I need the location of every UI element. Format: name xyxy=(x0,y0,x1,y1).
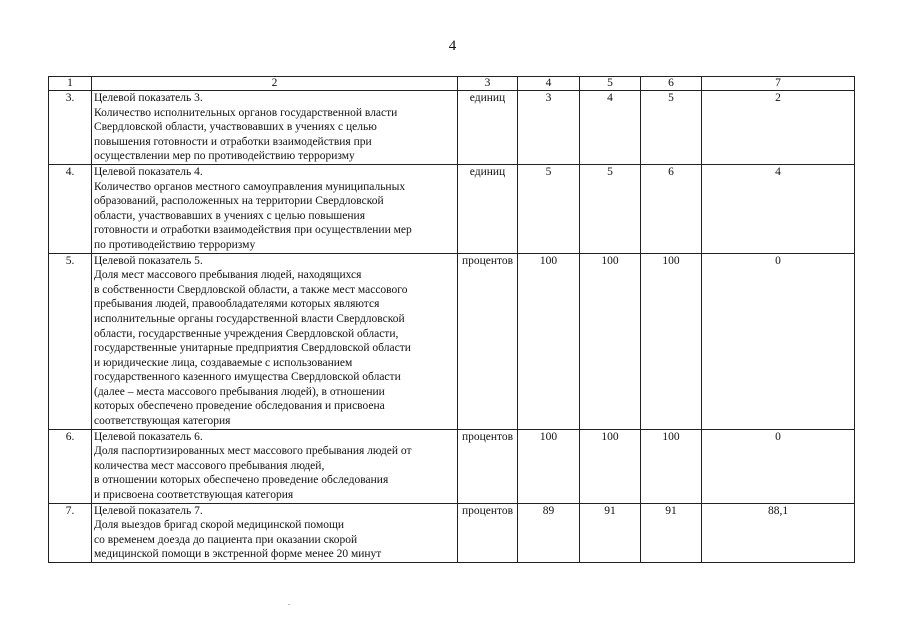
description-line: пребывания людей, правообладателями которых являются xyxy=(94,298,380,311)
description-line: Количество исполнительных органов государственной власти xyxy=(94,106,398,119)
row-number: 6. xyxy=(49,429,92,503)
column-header: 4 xyxy=(518,77,580,91)
value-col-5: 5 xyxy=(580,164,641,253)
scan-speck xyxy=(288,604,290,605)
column-header: 3 xyxy=(458,77,518,91)
description-line: области, государственные учреждения Свердловской области, xyxy=(94,327,399,340)
column-header: 1 xyxy=(49,77,92,91)
description-line: готовности и отработки взаимодействия при осуществлении мер xyxy=(94,224,412,237)
indicators-table xyxy=(48,76,855,563)
table-row xyxy=(49,91,855,165)
unit-cell: единиц xyxy=(458,164,518,253)
table-row xyxy=(49,253,855,429)
description-line: осуществлении мер по противодействию терроризму xyxy=(94,150,355,163)
description-line: медицинской помощи в экстренной форме менее 20 минут xyxy=(94,548,382,561)
value-col-4: 100 xyxy=(518,429,580,503)
description-line: Целевой показатель 6. xyxy=(94,430,203,443)
indicator-description xyxy=(92,91,458,165)
description-line: Доля мест массового пребывания людей, находящихся xyxy=(94,269,362,282)
table-row xyxy=(49,429,855,503)
description-line: в собственности Свердловской области, а также мест массового xyxy=(94,283,408,296)
description-line: государственные унитарные предприятия Свердловской области xyxy=(94,342,411,355)
value-col-6: 91 xyxy=(641,503,702,562)
table-row xyxy=(49,164,855,253)
value-col-7: 0 xyxy=(702,253,855,429)
description-line: которых обеспечено проведение обследования и присвоена xyxy=(94,400,385,413)
description-line: по противодействию терроризму xyxy=(94,238,256,251)
row-number: 4. xyxy=(49,164,92,253)
description-line: области, участвовавших в учениях с целью повышения xyxy=(94,209,365,222)
value-col-5: 91 xyxy=(580,503,641,562)
description-line: Целевой показатель 5. xyxy=(94,254,203,267)
row-number: 3. xyxy=(49,91,92,165)
value-col-5: 100 xyxy=(580,253,641,429)
value-col-6: 100 xyxy=(641,253,702,429)
description-line: Целевой показатель 4. xyxy=(94,165,203,178)
row-number: 5. xyxy=(49,253,92,429)
value-col-5: 4 xyxy=(580,91,641,165)
value-col-7: 2 xyxy=(702,91,855,165)
column-header: 6 xyxy=(641,77,702,91)
description-line: Количество органов местного самоуправления муниципальных xyxy=(94,180,406,193)
description-line: повышения готовности и отработки взаимодействия при xyxy=(94,135,372,148)
value-col-5: 100 xyxy=(580,429,641,503)
indicator-description xyxy=(92,503,458,562)
value-col-6: 5 xyxy=(641,91,702,165)
description-line: государственного казенного имущества Свердловской области xyxy=(94,371,401,384)
unit-cell: единиц xyxy=(458,91,518,165)
description-line: Доля выездов бригад скорой медицинской помощи xyxy=(94,519,344,532)
value-col-7: 4 xyxy=(702,164,855,253)
value-col-4: 3 xyxy=(518,91,580,165)
description-line: соответствующая категория xyxy=(94,415,231,428)
description-line: Целевой показатель 3. xyxy=(94,92,203,104)
indicator-description xyxy=(92,164,458,253)
indicator-description xyxy=(92,429,458,503)
description-line: образований, расположенных на территории Свердловской xyxy=(94,195,384,208)
column-header: 7 xyxy=(702,77,855,91)
value-col-4: 5 xyxy=(518,164,580,253)
description-line: Целевой показатель 7. xyxy=(94,504,203,517)
unit-cell: процентов xyxy=(458,429,518,503)
table-row xyxy=(49,503,855,562)
value-col-4: 100 xyxy=(518,253,580,429)
description-line: и присвоена соответствующая категория xyxy=(94,489,294,502)
column-header: 5 xyxy=(580,77,641,91)
description-line: со временем доезда до пациента при оказании скорой xyxy=(94,533,358,546)
value-col-4: 89 xyxy=(518,503,580,562)
value-col-6: 6 xyxy=(641,164,702,253)
value-col-6: 100 xyxy=(641,429,702,503)
description-line: и юридические лица, создаваемые с использованием xyxy=(94,356,353,369)
page-number: 4 xyxy=(448,38,457,54)
header-row xyxy=(49,77,855,91)
value-col-7: 0 xyxy=(702,429,855,503)
column-header: 2 xyxy=(92,77,458,91)
description-line: количества мест массового пребывания людей, xyxy=(94,459,325,472)
description-line: в отношении которых обеспечено проведение обследования xyxy=(94,474,389,487)
description-line: (далее – места массового пребывания людей), в отношении xyxy=(94,385,385,398)
row-number: 7. xyxy=(49,503,92,562)
value-col-7: 88,1 xyxy=(702,503,855,562)
description-line: Свердловской области, участвовавших в учениях с целью xyxy=(94,121,377,134)
description-line: исполнительные органы государственной власти Свердловской xyxy=(94,312,405,325)
unit-cell: процентов xyxy=(458,503,518,562)
unit-cell: процентов xyxy=(458,253,518,429)
indicator-description xyxy=(92,253,458,429)
description-line: Доля паспортизированных мест массового пребывания людей от xyxy=(94,445,412,458)
